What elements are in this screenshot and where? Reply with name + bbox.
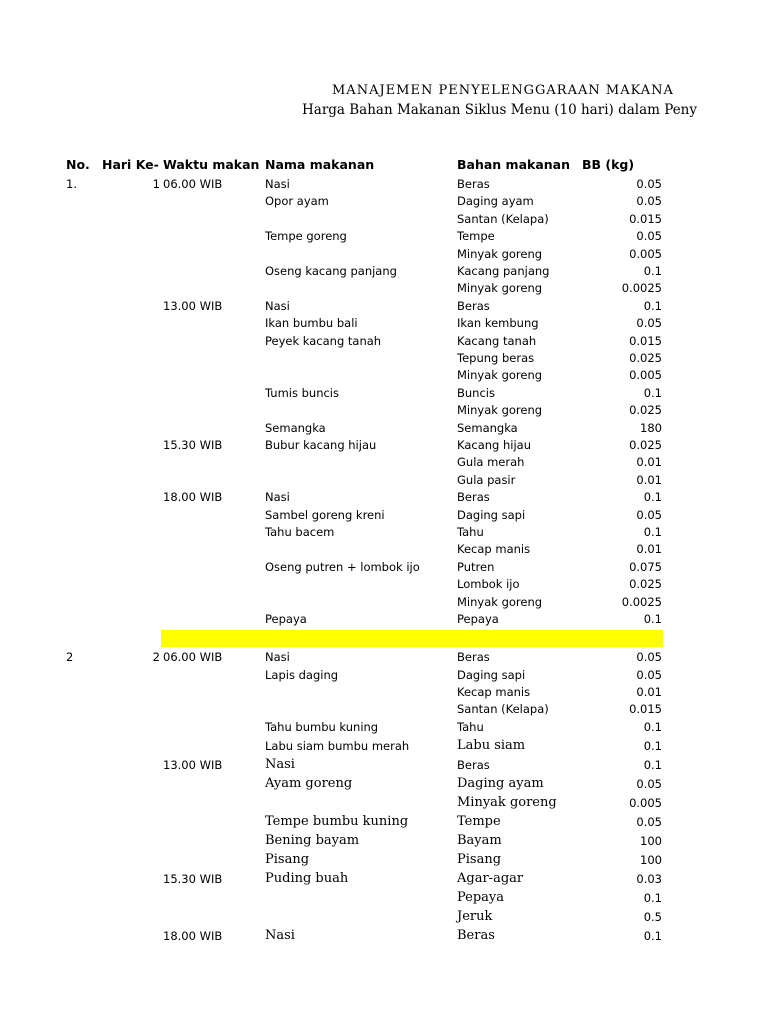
table-row (0, 908, 768, 926)
table-row (0, 832, 768, 850)
row-weight: 0.0025 (621, 594, 662, 609)
row-weight: 0.03 (636, 872, 662, 886)
table-row (0, 775, 768, 793)
row-weight: 0.05 (636, 777, 662, 791)
row-food-name: Tahu bacem (265, 525, 335, 539)
table-row (0, 718, 768, 736)
row-food-name: Semangka (265, 420, 326, 435)
table-row (0, 700, 768, 718)
row-food-name: Ikan bumbu bali (265, 316, 358, 331)
row-ingredient: Minyak goreng (457, 795, 557, 810)
table-row (0, 540, 768, 558)
row-ingredient: Lombok ijo (457, 577, 520, 592)
table-row (0, 453, 768, 471)
row-weight: 180 (640, 420, 662, 435)
table-row (0, 813, 768, 831)
header-waktu: Waktu makan (163, 157, 260, 172)
row-number: 1. (66, 177, 77, 191)
row-weight: 0.05 (636, 177, 662, 191)
row-food-name: Labu siam bumbu merah (265, 739, 410, 753)
table-row (0, 648, 768, 666)
row-food-name: Tumis buncis (265, 385, 339, 400)
row-ingredient: Kecap manis (457, 685, 531, 699)
row-ingredient: Daging ayam (457, 194, 534, 209)
row-ingredient: Tepung beras (457, 351, 535, 365)
row-food-name: Nasi (265, 177, 290, 191)
row-ingredient: Kacang tanah (457, 333, 537, 348)
row-weight: 0.05 (636, 507, 662, 522)
row-food-name: Ayam goreng (265, 776, 353, 791)
table-row (0, 794, 768, 812)
table-row (0, 737, 768, 755)
table-row (0, 593, 768, 611)
row-ingredient: Santan (Kelapa) (457, 211, 549, 226)
table-row (0, 471, 768, 489)
row-ingredient: Buncis (457, 385, 495, 400)
row-ingredient: Tempe (457, 229, 495, 244)
row-day: 2 (152, 650, 160, 664)
row-ingredient: Tempe (457, 814, 501, 829)
table-row (0, 297, 768, 315)
row-mealtime: 15.30 WIB (163, 438, 223, 452)
row-weight: 0.05 (636, 316, 662, 331)
row-weight: 0.05 (636, 229, 662, 244)
row-ingredient: Labu siam (457, 738, 526, 753)
table-row (0, 419, 768, 437)
row-food-name: Lapis daging (265, 668, 339, 682)
row-food-name: Pepaya (265, 612, 307, 626)
table-row (0, 851, 768, 869)
row-ingredient: Gula pasir (457, 472, 516, 487)
row-weight: 0.1 (643, 891, 662, 905)
row-weight: 0.1 (643, 298, 662, 313)
row-weight: 0.1 (643, 264, 662, 278)
row-food-name: Nasi (265, 928, 295, 943)
row-food-name: Nasi (265, 490, 290, 505)
row-food-name: Peyek kacang tanah (265, 333, 382, 348)
row-ingredient: Minyak goreng (457, 403, 543, 418)
row-weight: 0.025 (629, 577, 662, 592)
row-number: 2 (66, 650, 74, 664)
table-row (0, 523, 768, 541)
header-bb: BB (kg) (582, 157, 635, 172)
row-ingredient: Minyak goreng (457, 594, 543, 609)
table-row (0, 927, 768, 945)
row-mealtime: 13.00 WIB (163, 298, 223, 313)
row-weight: 0.01 (636, 455, 662, 470)
row-ingredient: Agar-agar (457, 871, 524, 886)
row-ingredient: Pisang (457, 852, 502, 867)
row-weight: 0.01 (636, 542, 662, 557)
row-ingredient: Tahu (457, 525, 484, 539)
row-weight: 0.1 (643, 720, 662, 734)
row-food-name: Pisang (265, 852, 310, 867)
header-no: No. (66, 157, 90, 172)
row-weight: 0.1 (643, 929, 662, 943)
row-ingredient: Kecap manis (457, 542, 531, 557)
row-weight: 0.05 (636, 194, 662, 209)
row-weight: 0.1 (643, 525, 662, 539)
row-weight: 0.005 (629, 368, 662, 383)
row-ingredient: Beras (457, 298, 490, 313)
row-ingredient: Beras (457, 177, 490, 191)
row-ingredient: Minyak goreng (457, 368, 543, 383)
row-ingredient: Beras (457, 650, 490, 664)
row-weight: 0.01 (636, 685, 662, 699)
row-weight: 0.1 (643, 490, 662, 505)
table-row (0, 610, 768, 628)
row-weight: 0.075 (629, 559, 662, 574)
row-food-name: Oseng putren + lombok ijo (265, 559, 420, 574)
header-hari: Hari Ke- (102, 157, 159, 172)
header-bahan: Bahan makanan (457, 157, 570, 172)
row-weight: 0.015 (629, 702, 662, 716)
table-row (0, 279, 768, 297)
row-ingredient: Beras (457, 758, 490, 772)
row-ingredient: Gula merah (457, 455, 525, 470)
table-row (0, 756, 768, 774)
table-row (0, 889, 768, 907)
table-row (0, 683, 768, 701)
row-ingredient: Daging sapi (457, 507, 526, 522)
table-row (0, 210, 768, 228)
row-weight: 0.05 (636, 815, 662, 829)
row-mealtime: 13.00 WIB (163, 758, 223, 772)
row-mealtime: 15.30 WIB (163, 872, 223, 886)
row-food-name: Nasi (265, 650, 290, 664)
header-nama: Nama makanan (265, 157, 375, 172)
row-ingredient: Semangka (457, 420, 518, 435)
row-ingredient: Tahu (457, 720, 484, 734)
row-weight: 0.025 (629, 351, 662, 365)
row-food-name: Puding buah (265, 871, 349, 886)
row-mealtime: 06.00 WIB (163, 177, 223, 191)
row-food-name: Bening bayam (265, 833, 360, 848)
row-food-name: Bubur kacang hijau (265, 438, 377, 452)
row-weight: 0.005 (629, 796, 662, 810)
table-row (0, 349, 768, 367)
row-mealtime: 06.00 WIB (163, 650, 223, 664)
row-ingredient: Santan (Kelapa) (457, 702, 549, 716)
table-row (0, 384, 768, 402)
row-weight: 0.5 (643, 910, 662, 924)
table-row (0, 870, 768, 888)
row-ingredient: Ikan kembung (457, 316, 539, 331)
row-ingredient: Bayam (457, 833, 502, 848)
row-weight: 100 (640, 834, 662, 848)
row-ingredient: Daging sapi (457, 668, 526, 682)
row-food-name: Nasi (265, 757, 295, 772)
page-title: MANAJEMEN PENYELENGGARAAN MAKANA (332, 83, 674, 98)
row-weight: 0.05 (636, 650, 662, 664)
row-weight: 0.015 (629, 211, 662, 226)
table-row (0, 401, 768, 419)
row-ingredient: Pepaya (457, 890, 505, 905)
row-ingredient: Kacang panjang (457, 264, 550, 278)
table-row (0, 262, 768, 280)
row-weight: 0.015 (629, 333, 662, 348)
row-food-name: Tempe goreng (265, 229, 347, 244)
row-weight: 0.01 (636, 472, 662, 487)
row-food-name: Opor ayam (265, 194, 329, 209)
row-ingredient: Beras (457, 928, 495, 943)
table-row (0, 558, 768, 576)
row-weight: 0.1 (643, 385, 662, 400)
table-row (0, 366, 768, 384)
row-ingredient: Daging ayam (457, 776, 544, 791)
table-row (0, 314, 768, 332)
highlight-separator (161, 630, 663, 647)
table-row (0, 436, 768, 454)
table-row (0, 488, 768, 506)
row-ingredient: Putren (457, 559, 495, 574)
table-row (0, 175, 768, 193)
row-food-name: Oseng kacang panjang (265, 264, 397, 278)
row-ingredient: Kacang hijau (457, 438, 532, 452)
row-weight: 0.025 (629, 403, 662, 418)
table-row (0, 666, 768, 684)
row-weight: 0.1 (643, 612, 662, 626)
row-ingredient: Pepaya (457, 612, 499, 626)
page-subtitle: Harga Bahan Makanan Siklus Menu (10 hari) dalam Peny (302, 102, 698, 118)
row-weight: 0.005 (629, 246, 662, 261)
table-row (0, 192, 768, 210)
row-ingredient: Jeruk (457, 909, 493, 924)
row-food-name: Nasi (265, 298, 290, 313)
row-ingredient: Minyak goreng (457, 246, 543, 261)
row-weight: 0.05 (636, 668, 662, 682)
row-day: 1 (152, 177, 160, 191)
table-row (0, 575, 768, 593)
row-food-name: Sambel goreng kreni (265, 507, 385, 522)
table-row (0, 506, 768, 524)
table-row (0, 332, 768, 350)
row-ingredient: Minyak goreng (457, 281, 543, 296)
row-ingredient: Beras (457, 490, 490, 505)
row-food-name: Tempe bumbu kuning (265, 814, 409, 829)
row-mealtime: 18.00 WIB (163, 929, 223, 943)
row-weight: 0.1 (643, 758, 662, 772)
table-row (0, 245, 768, 263)
row-weight: 0.025 (629, 438, 662, 452)
row-mealtime: 18.00 WIB (163, 490, 223, 505)
row-weight: 100 (640, 853, 662, 867)
row-weight: 0.0025 (621, 281, 662, 296)
row-weight: 0.1 (643, 739, 662, 753)
row-food-name: Tahu bumbu kuning (265, 720, 379, 734)
table-row (0, 227, 768, 245)
